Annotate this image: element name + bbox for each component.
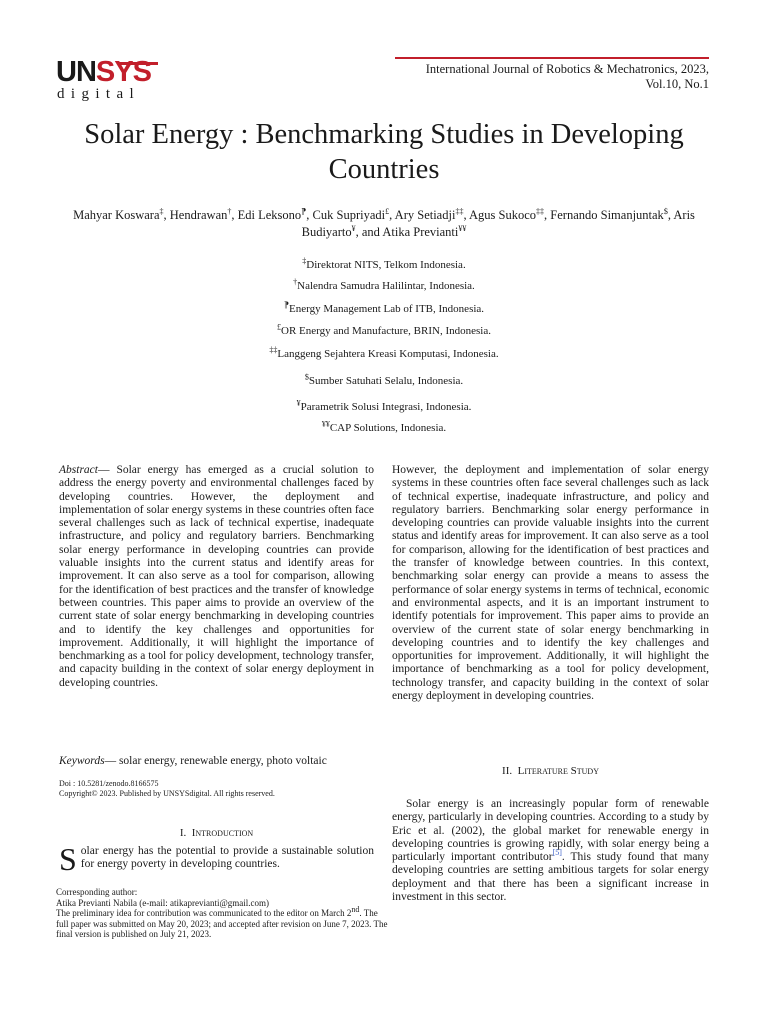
author: Fernando Simanjuntak$, (550, 206, 674, 222)
affiliation: ‡‡Langgeng Sejahtera Kreasi Komputasi, Indonesia. (269, 345, 499, 360)
author: Agus Sukoco‡‡, (469, 206, 551, 222)
affiliation: $Sumber Satuhati Selalu, Indonesia. (304, 372, 464, 387)
introduction-text: Solar energy has the potential to provide a sustainable solution for energy poverty in developing countries. (59, 841, 374, 877)
doi-copyright (59, 779, 374, 799)
doi: Doi : 10.5281/zenodo.8166575 (59, 779, 159, 788)
drop-cap: S (59, 841, 77, 877)
affiliation: £OR Energy and Manufacture, BRIN, Indonesia. (277, 322, 491, 337)
literature-text: Solar energy is an increasingly popular form of renewable energy, particularly in developing countries. According to a study by Eric et al. (2002), the global market for renewable energy in developing countries is growing rapidly, with solar energy being a particularly important contributor[5]. This study found that many developing countries are setting ambitious targets for solar energy deployment and that there has been a significant increase in investment in this sector. (392, 798, 709, 904)
introduction-continued: However, the deployment and implementation of solar energy systems in these countries often face several challenges such as lack of technical expertise, inadequate infrastructure, and policy and regulatory barriers. Benchmarking solar energy performance in developing countries can provide valuable insights into the current status and identify areas for improvement. It can also serve as a tool for comparison, allowing for the identification of best practices and the transfer of knowledge between countries. In this context, benchmarking solar energy can provide a means to assess the performance of solar energy systems in terms of technical, economic and environmental aspects, and it is an important instrument to identify potentials for improvement. This paper aims to provide an overview of the current state of solar energy benchmarking in developing countries and to identify the key challenges and opportunities for improvement. Additionally, it will highlight the importance of benchmarking as a tool for policy development, technology transfer, and capacity building in the context of solar energy deployment in developing countries. (392, 464, 709, 703)
journal-info (369, 62, 709, 92)
affiliation: ¥Parametrik Solusi Integrasi, Indonesia. (296, 398, 472, 413)
logo-subtitle: digital (57, 86, 141, 102)
author: Mahyar Koswara‡, (73, 206, 170, 222)
affiliation: ⁋Energy Management Lab of ITB, Indonesia. (283, 300, 485, 315)
publisher-logo (56, 56, 166, 104)
author: Ary Setiadji‡‡, (394, 206, 469, 222)
journal-name: International Journal of Robotics & Mechatronics, 2023, (425, 62, 709, 76)
author: Aris Budiyarto¥, (301, 208, 695, 239)
paper-title: Solar Energy : Benchmarking Studies in Developing Countries (84, 119, 684, 185)
affiliation: †Nalendra Samudra Halilintar, Indonesia. (293, 277, 475, 292)
journal-volume: Vol.10, No.1 (645, 77, 709, 91)
section-heading-literature: II. Literature Study (502, 765, 599, 777)
affiliation: ¥¥CAP Solutions, Indonesia. (321, 419, 447, 434)
citation-link[interactable]: [5] (552, 848, 562, 858)
affiliation: ‡Direktorat NITS, Telkom Indonesia. (302, 256, 466, 271)
header-rule (395, 57, 709, 59)
abstract: Abstract— Solar energy has emerged as a crucial solution to address the energy poverty and environmental challenges faced by developing countries. However, the deployment and implementation of solar energy systems in these countries often face several challenges such as lack of technical expertise, inadequate infrastructure, and policy and regulatory barriers. Benchmarking solar energy performance in developing countries can provide valuable insights into the current status and identify areas for improvement. It can also serve as a tool for comparison, allowing for the identification of best practices and the transfer of knowledge between countries. This paper aims to provide an overview of the current state of solar energy benchmarking in developing countries and to identify the key challenges and opportunities for improvement. Additionally, it will highlight the importance of benchmarking as a tool for policy development, technology transfer, and capacity building in the context of solar energy deployment in developing countries. (59, 464, 375, 689)
author: Hendrawan†, (169, 206, 238, 222)
logo-wordmark: UNSYS (56, 56, 151, 88)
author: and Atika Previanti¥¥ (361, 223, 467, 239)
keywords: Keywords— solar energy, renewable energy, photo voltaic (59, 755, 327, 767)
corresponding-author-note: Corresponding author: Atika Previanti Nabila (e-mail: atikaprevianti@gmail.com) The preliminary idea for contribution was communicated to the editor on March 2nd. The full paper was submitted on May 20, 2023; and accepted after revision on June 7, 2023. The final version is published on July 21, 2023. (56, 887, 388, 940)
author-list (50, 207, 718, 241)
author: Edi Leksono⁋, (237, 206, 313, 222)
author: Cuk Supriyadi£, (312, 206, 395, 222)
copyright: Copyright© 2023. Published by UNSYSdigital. All rights reserved. (59, 789, 275, 798)
section-heading-introduction: I. Introduction (179, 827, 254, 839)
